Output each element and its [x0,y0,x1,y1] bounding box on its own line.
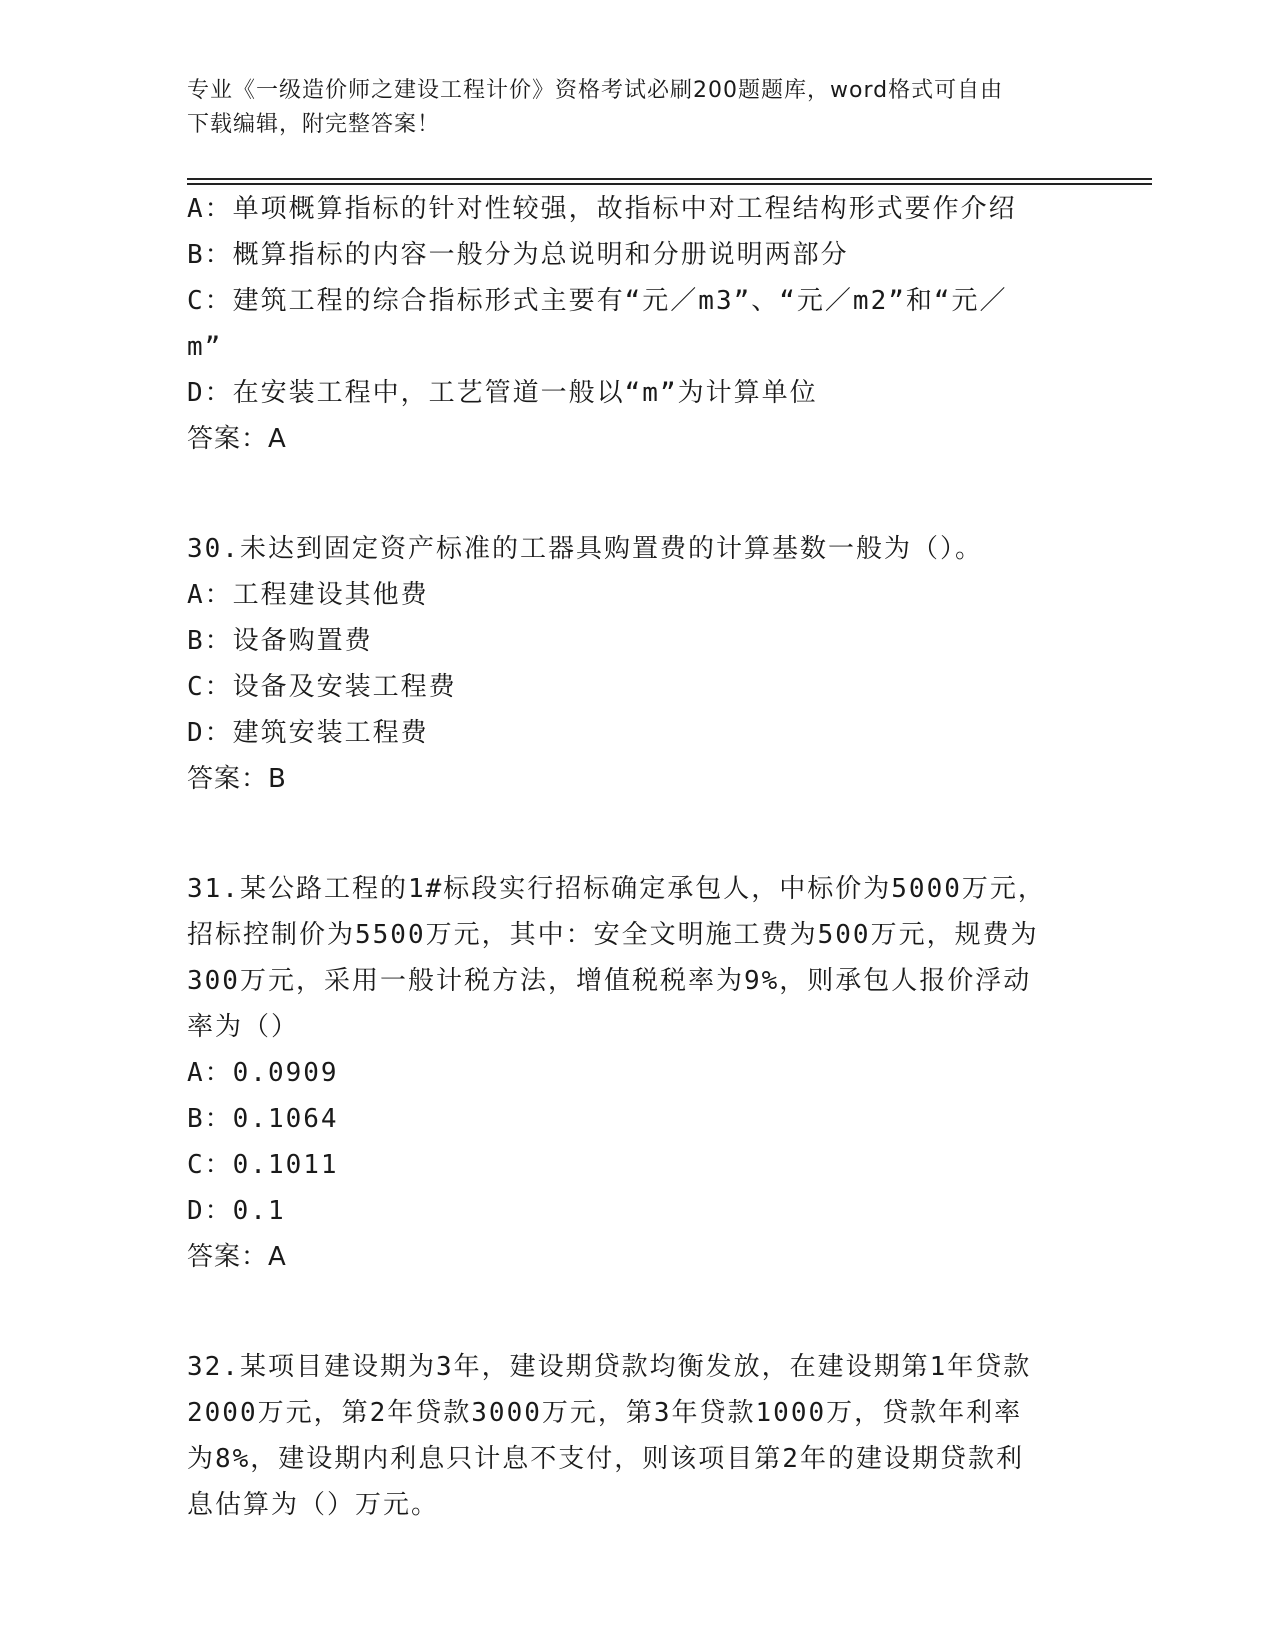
question-stem-line-1: 31.某公路工程的1#标段实行招标确定承包人，中标价为5000万元， [187,874,1046,904]
option-b: B：0.1064 [187,1104,339,1134]
question-30 [187,526,1087,802]
question-stem-line-3: 为8%，建设期内利息只计息不支付，则该项目第2年的建设期贷款利 [187,1444,1024,1474]
header-divider-top [187,178,1152,180]
question-list [187,186,1087,1528]
option-d: D：建筑安装工程费 [187,718,429,748]
header-divider-bottom [187,183,1152,185]
document-header [187,74,1067,142]
answer: 答案：A [187,1242,287,1272]
option-a: A：单项概算指标的针对性较强，故指标中对工程结构形式要作介绍 [187,194,1017,224]
question-stem-line-2: 招标控制价为5500万元，其中：安全文明施工费为500万元，规费为 [187,920,1039,950]
header-line-2: 下载编辑，附完整答案！ [187,112,441,137]
header-line-1: 专业《一级造价师之建设工程计价》资格考试必刷200题题库，word格式可自由 [187,78,1004,103]
answer: 答案：B [187,764,287,794]
question-stem-line-1: 32.某项目建设期为3年，建设期贷款均衡发放，在建设期第1年贷款 [187,1352,1032,1382]
option-b: B：概算指标的内容一般分为总说明和分册说明两部分 [187,240,849,270]
option-a: A：0.0909 [187,1058,339,1088]
question-32 [187,1344,1087,1528]
option-c: C：0.1011 [187,1150,339,1180]
answer: 答案：A [187,424,287,454]
question-stem-line-3: 300万元，采用一般计税方法，增值税税率为9%，则承包人报价浮动 [187,966,1032,996]
question-stem-line-2: 2000万元，第2年贷款3000万元，第3年贷款1000万，贷款年利率 [187,1398,1023,1428]
spacer [187,802,1087,866]
option-d: D：在安装工程中，工艺管道一般以“m”为计算单位 [187,378,818,408]
option-b: B：设备购置费 [187,626,373,656]
question-stem-line-4: 息估算为（）万元。 [187,1490,440,1520]
question-stem-line-4: 率为（） [187,1012,300,1042]
option-c-continued: m” [187,332,223,362]
option-c: C：建筑工程的综合指标形式主要有“元／m3”、“元／m2”和“元／ [187,286,1008,316]
question-stem: 30.未达到固定资产标准的工器具购置费的计算基数一般为（）。 [187,534,983,564]
option-c: C：设备及安装工程费 [187,672,457,702]
spacer [187,1280,1087,1344]
option-d: D：0.1 [187,1196,286,1226]
question-29 [187,186,1087,462]
option-a: A：工程建设其他费 [187,580,429,610]
spacer [187,462,1087,526]
question-31 [187,866,1087,1280]
